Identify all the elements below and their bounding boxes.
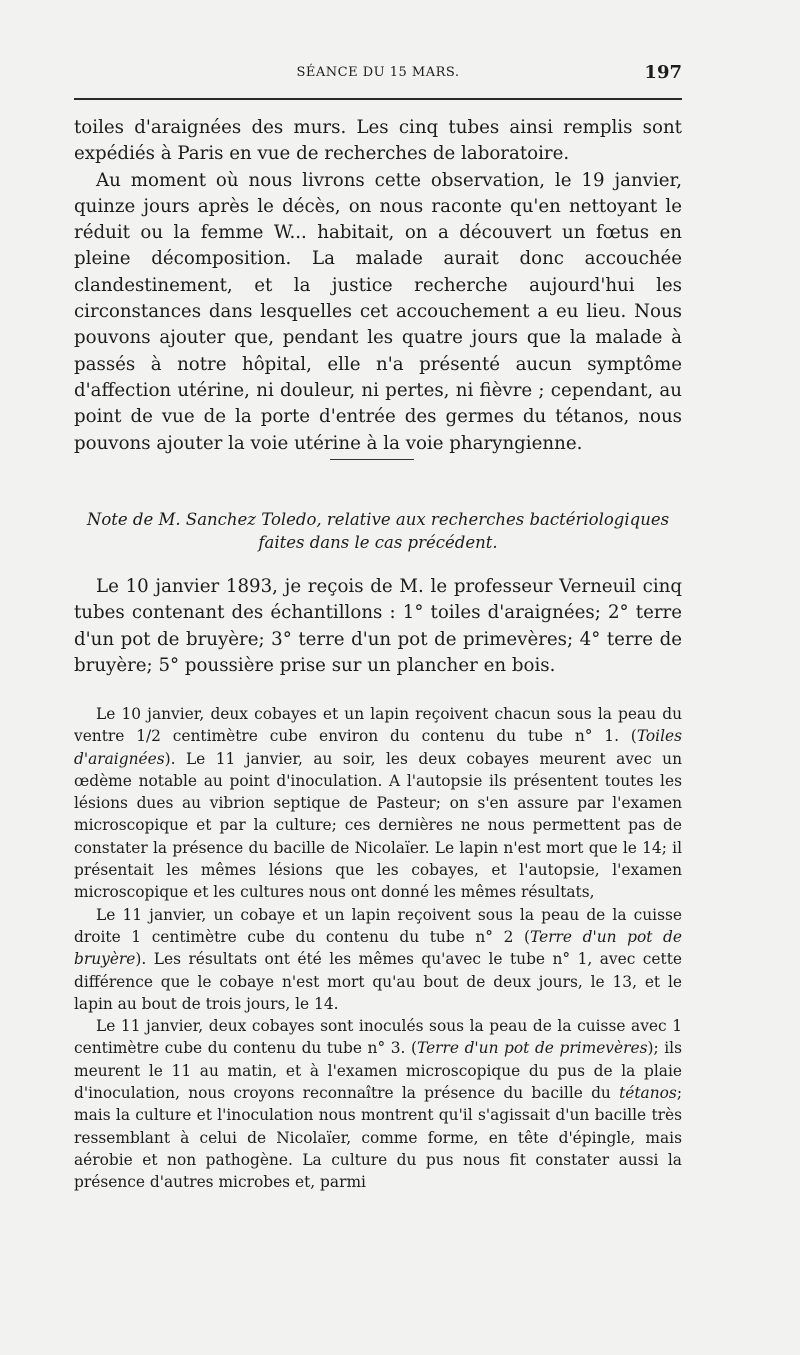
details-section (74, 703, 682, 1194)
details-p1-text-a: Le 10 janvier, deux cobayes et un lapin reçoivent chacun sous la peau du ventre 1/2 centimètre cube environ du contenu du tube n° 1. ( (74, 705, 682, 746)
details-p2-text-a: Le 11 janvier, un cobaye et un lapin reçoivent sous la peau de la cuisse droite 1 centimètre cube du contenu du tube n° 2 ( (74, 905, 682, 946)
lead-paragraph: Le 10 janvier 1893, je reçois de M. le professeur Verneuil cinq tubes contenant des échantillons : 1° toiles d'araignées; 2° terre d'un pot de bruyère; 3° terre d'un pot de primevères; 4° terre de bruyère; 5° poussière prise sur un plancher en bois. (74, 576, 682, 676)
section-separator (330, 459, 414, 460)
lead-section (74, 574, 682, 679)
details-p2-text-b: ). Les résultats ont été les mêmes qu'avec le tube n° 1, avec cette différence que le cobaye n'est mort qu'au bout de deux jours, le 13, et le lapin au bout de trois jours, le 14. (74, 950, 682, 1013)
intro-paragraph-1: toiles d'araignées des murs. Les cinq tubes ainsi remplis sont expédiés à Paris en vue de recherches de laboratoire. (74, 117, 682, 165)
page-number: 197 (644, 62, 682, 83)
details-p1-italic: Toiles d'araignées (74, 727, 682, 768)
header-rule (74, 98, 682, 100)
details-p3-italic-2: tétanos (619, 1084, 677, 1103)
intro-paragraph-2: Au moment où nous livrons cette observation, le 19 janvier, quinze jours après le décès, on nous raconte qu'en nettoyant le réduit ou la femme W... habitait, on a découvert un fœtus en pleine décomposition. La malade aurait donc accouchée clandestinement, et la justice recherche aujourd'hui les circonstances dans lesquelles cet accouchement a eu lieu. Nous pouvons ajouter que, pendant les quatre jours que la malade à passés à notre hôpital, elle n'a présenté aucun symptôme d'affection utérine, ni douleur, ni pertes, ni fièvre ; cependant, au point de vue de la porte d'entrée des germes du tétanos, nous pouvons ajouter la voie utérine à la voie pharyngienne. (74, 169, 682, 454)
details-p3-text-a: Le 11 janvier, deux cobayes sont inoculés sous la peau de la cuisse avec 1 centimètre cube du contenu du tube n° 3. ( (74, 1017, 682, 1058)
intro-section (74, 115, 682, 457)
note-title (74, 508, 682, 554)
details-paragraph-2 (74, 904, 682, 1015)
note-title-line-1: Note de M. Sanchez Toledo, relative aux recherches bactériologiques (86, 510, 670, 529)
details-p3-text-c: ; mais la culture et l'inoculation nous montrent qu'il s'agissait d'un bacille très ressemblant à celui de Nicolaïer, comme forme, en tête d'épingle, mais aérobie et non pathogène. La culture du pus nous fit constater aussi la présence d'autres microbes et, parmi (74, 1084, 682, 1192)
details-p3-italic-1: Terre d'un pot de primevères (417, 1039, 648, 1058)
details-p2-italic: Terre d'un pot de bruyère (74, 927, 682, 969)
running-head (74, 62, 682, 86)
details-p1-text-b: ). Le 11 janvier, au soir, les deux cobayes meurent avec un œdème notable au point d'inoculation. A l'autopsie ils présentent toutes les lésions dues au vibrion septique de Pasteur; on s'en assure par l'examen microscopique et par la culture; ces dernières ne nous permettent pas de constater la présence du bacille de Nicolaïer. Le lapin n'est mort que le 14; il présentait les mêmes lésions que les cobayes, et l'autopsie, l'examen microscopique et les cultures nous ont donné les mêmes résultats, (74, 749, 682, 902)
running-head-title: SÉANCE DU 15 MARS. (296, 65, 460, 80)
details-p3-text-b: ); ils meurent le 11 au matin, et à l'examen microscopique du pus de la plaie d'inoculation, nous croyons reconnaître la présence du bacille du (74, 1039, 682, 1103)
details-paragraph-3 (74, 1015, 682, 1193)
details-paragraph-1 (74, 703, 682, 904)
note-title-line-2: faites dans le cas précédent. (258, 533, 498, 552)
